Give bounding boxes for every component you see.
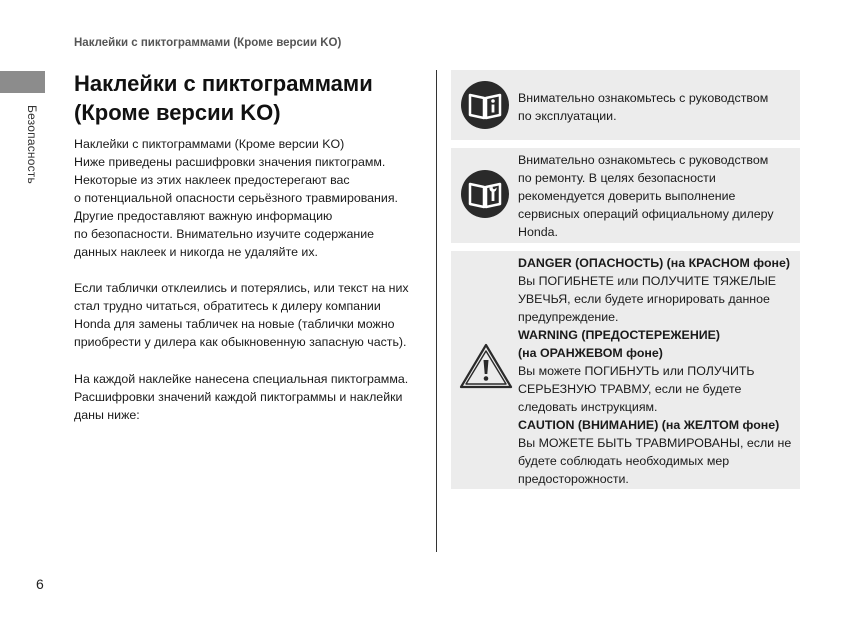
book-info-icon — [460, 80, 510, 135]
caution-line: предосторожности. — [518, 472, 629, 486]
panel-text-line: рекомендуется доверить выполнение — [518, 189, 736, 203]
warning-heading-sub: (на ОРАНЖЕВОМ фоне) — [518, 346, 663, 360]
title-line-1: Наклейки с пиктограммами — [74, 71, 373, 96]
section-tab-marker — [0, 71, 45, 93]
repair-manual-text — [518, 151, 774, 241]
title-line-2: (Кроме версии KO) — [74, 100, 281, 125]
column-divider — [436, 70, 437, 552]
intro-line: Другие предоставляют важную информацию — [74, 209, 333, 223]
replacement-line: приобрести у дилера как обыкновенную запасную часть). — [74, 335, 407, 349]
intro-line: Наклейки с пиктограммами (Кроме версии KO) — [74, 137, 345, 151]
intro-line: о потенциальной опасности серьёзного травмирования. — [74, 191, 398, 205]
pictogram-intro-line: На каждой наклейке нанесена специальная пиктограмма. — [74, 372, 409, 386]
hazard-panel — [451, 251, 800, 489]
pictogram-intro-line: Расшифровки значений каждой пиктограммы и наклейки — [74, 390, 403, 404]
replacement-line: Honda для замены табличек на новые (таблички можно — [74, 317, 395, 331]
running-header: Наклейки с пиктограммами (Кроме версии KO) — [74, 37, 342, 49]
caution-heading: CAUTION (ВНИМАНИЕ) (на ЖЕЛТОМ фоне) — [518, 418, 780, 432]
book-wrench-icon — [460, 169, 510, 224]
page-number: 6 — [36, 576, 44, 592]
hazard-text — [518, 254, 791, 488]
warning-triangle-icon — [459, 343, 513, 394]
warning-line: СЕРЬЕЗНУЮ ТРАВМУ, если не будете — [518, 382, 742, 396]
owners-manual-text — [518, 89, 768, 125]
caution-line: будете соблюдать необходимых мер — [518, 454, 730, 468]
page-title — [74, 69, 424, 127]
panel-text-line: сервисных операций официальному дилеру — [518, 207, 774, 221]
replacement-line: Если таблички отклеились и потерялись, или текст на них — [74, 281, 409, 295]
replacement-paragraph — [74, 279, 430, 351]
warning-line: Вы можете ПОГИБНУТЬ или ПОЛУЧИТЬ — [518, 364, 755, 378]
warning-heading: WARNING (ПРЕДОСТЕРЕЖЕНИЕ) — [518, 328, 721, 342]
danger-line: предупреждение. — [518, 310, 619, 324]
repair-manual-panel — [451, 148, 800, 243]
pictogram-intro-line: даны ниже: — [74, 408, 140, 422]
replacement-line: стал трудно читаться, обратитесь к дилеру компании — [74, 299, 381, 313]
owners-manual-panel — [451, 70, 800, 140]
caution-line: Вы МОЖЕТЕ БЫТЬ ТРАВМИРОВАНЫ, если не — [518, 436, 792, 450]
danger-heading: DANGER (ОПАСНОСТЬ) (на КРАСНОМ фоне) — [518, 256, 791, 270]
panel-text-line: Внимательно ознакомьтесь с руководством — [518, 91, 769, 105]
intro-paragraph — [74, 135, 430, 261]
panel-text-line: по ремонту. В целях безопасности — [518, 171, 716, 185]
pictogram-intro-paragraph — [74, 370, 430, 424]
warning-line: следовать инструкциям. — [518, 400, 658, 414]
intro-line: по безопасности. Внимательно изучите содержание — [74, 227, 375, 241]
panel-text-line: Внимательно ознакомьтесь с руководством — [518, 153, 769, 167]
panel-text-line: Honda. — [518, 225, 558, 239]
intro-line: Некоторые из этих наклеек предостерегают вас — [74, 173, 350, 187]
panel-text-line: по эксплуатации. — [518, 109, 617, 123]
intro-line: данных наклеек и никогда не удаляйте их. — [74, 245, 318, 259]
danger-line: Вы ПОГИБНЕТЕ или ПОЛУЧИТЕ ТЯЖЕЛЫЕ — [518, 274, 777, 288]
section-label: Безопасность — [25, 105, 39, 184]
intro-line: Ниже приведены расшифровки значения пиктограмм. — [74, 155, 386, 169]
danger-line: УВЕЧЬЯ, если будете игнорировать данное — [518, 292, 770, 306]
